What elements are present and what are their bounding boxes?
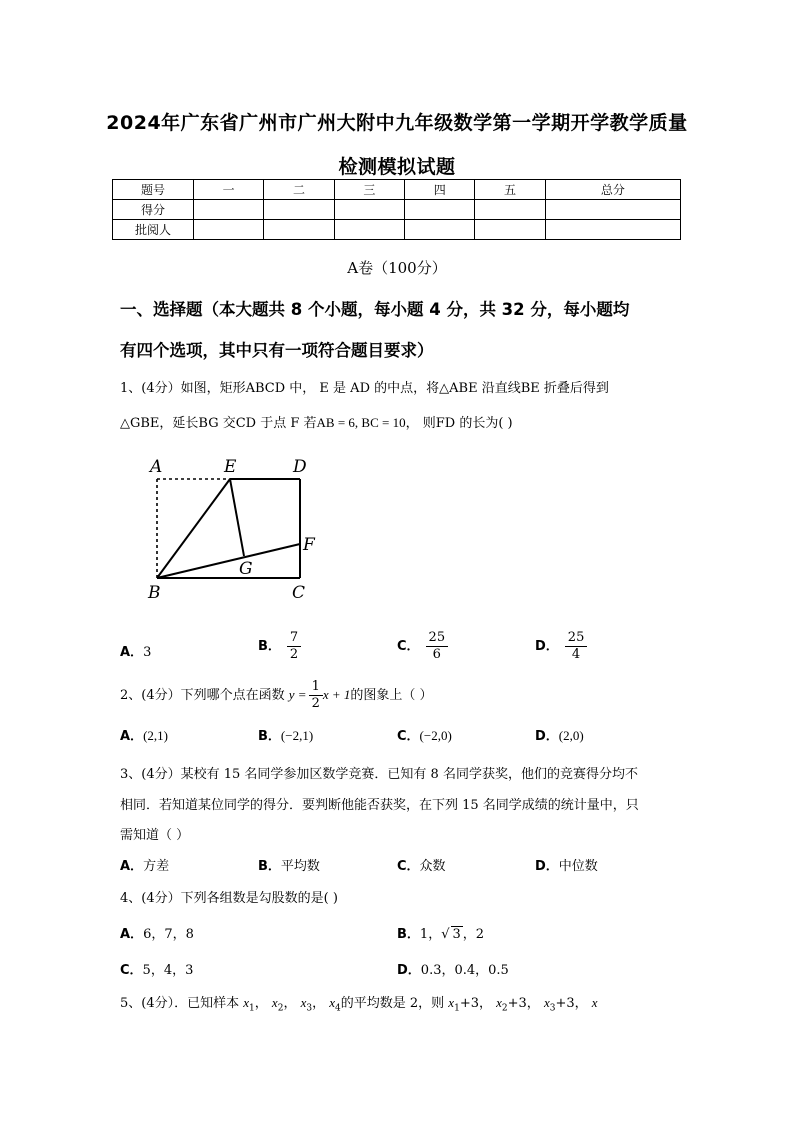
q5-var: x [300, 995, 307, 1010]
q5-line1: 5、(4分）．已知样本 $x_1$， $x_2$， $x_3$， $x_4$的平均数是 2，则 $x_1+3$， $x_2+3$， $x_3+3$， x [120, 995, 598, 1014]
option-label: C． [397, 729, 420, 744]
q4-option-d[interactable] [397, 959, 509, 978]
option-label: C． [120, 963, 143, 978]
sqrt-sign: √ [441, 927, 450, 942]
q5-sub: 3 [306, 1003, 313, 1014]
option-value: 0.3，0.4，0.5 [420, 963, 509, 978]
score-cell[interactable] [194, 200, 264, 220]
option-value: (−2,1) [280, 728, 314, 743]
segment-eg [230, 479, 244, 556]
q5-prefix: 5、(4分）．已知样本 [120, 996, 240, 1011]
q2-option-a[interactable] [120, 725, 168, 744]
header-cell: 二 [264, 180, 334, 200]
reviewer-cell[interactable] [194, 220, 264, 240]
option-fraction [565, 630, 588, 663]
option-label: C． [397, 859, 420, 874]
q5-var: x [448, 995, 455, 1010]
q5-sub: 1 [454, 1003, 460, 1014]
header-cell: 总分 [545, 180, 680, 200]
header-cell: 四 [405, 180, 475, 200]
option-value: 6，7，8 [143, 927, 194, 942]
reviewer-cell[interactable] [545, 220, 680, 240]
row-label: 得分 [113, 200, 194, 220]
q1-option-c[interactable] [397, 630, 448, 663]
q5-sub: 2 [277, 1003, 284, 1014]
header-cell: 一 [194, 180, 264, 200]
q1-line2 [120, 412, 513, 431]
label-a: A [150, 457, 163, 477]
header-cell: 三 [334, 180, 404, 200]
q5-var: x [591, 995, 598, 1010]
reviewer-cell[interactable] [264, 220, 334, 240]
score-table [112, 179, 681, 240]
q4-option-b[interactable] [397, 923, 484, 942]
q1-line2-ask: ， 则FD 的长为( ) [405, 416, 513, 431]
q5-plus: +3， [555, 996, 588, 1011]
option-label: A． [120, 729, 144, 744]
score-cell[interactable] [545, 200, 680, 220]
score-cell[interactable] [405, 200, 475, 220]
option-label: B． [258, 859, 281, 874]
q2-option-c[interactable] [397, 725, 452, 744]
exam-title-line2: 检测模拟试题 [338, 156, 456, 178]
option-value: 平均数 [280, 859, 320, 874]
sqrt-radicand: 3 [452, 927, 461, 942]
score-row [113, 200, 681, 220]
q3-option-d[interactable] [535, 855, 598, 874]
q3-line2: 相同．若知道某位同学的得分．要判断他能否获奖，在下列 15 名同学成绩的统计量中，只 [120, 798, 639, 813]
fraction-denominator: 2 [311, 696, 320, 711]
q2-func-left: y = [288, 687, 307, 702]
option-label: B． [258, 639, 281, 654]
fraction-numerator: 7 [287, 630, 301, 647]
fraction-denominator: 2 [289, 647, 299, 662]
q3-line3: 需知道（ ） [120, 828, 190, 843]
option-label: D． [535, 639, 559, 654]
option-value: (2,0) [558, 728, 584, 743]
header-cell: 五 [475, 180, 545, 200]
fraction-denominator: 4 [571, 647, 581, 662]
q3-option-c[interactable] [397, 855, 446, 874]
q1-given-values: AB = 6, BC = 10 [316, 415, 406, 430]
option-value-pre: 1， [419, 927, 442, 942]
fraction-numerator: 25 [426, 630, 449, 647]
option-label: B． [397, 927, 420, 942]
q1-option-a[interactable] [120, 641, 151, 660]
option-label: D． [397, 963, 421, 978]
q5-sub: 3 [549, 1003, 556, 1014]
q1-option-d[interactable] [535, 630, 587, 663]
label-c: C [292, 583, 306, 603]
reviewer-cell[interactable] [475, 220, 545, 240]
q4-line1: 4、(4分）下列各组数是勾股数的是( ) [120, 891, 338, 906]
option-label: B． [258, 729, 281, 744]
option-label: C． [397, 639, 420, 654]
header-cell: 题号 [113, 180, 194, 200]
q5-middle: 的平均数是 2，则 [340, 996, 445, 1011]
q3-option-a[interactable] [120, 855, 169, 874]
row-label: 批阅人 [113, 220, 194, 240]
q5-sub: 1 [249, 1003, 255, 1014]
option-label: D． [535, 729, 559, 744]
q5-var: x [329, 995, 336, 1010]
fraction-denominator: 6 [432, 647, 441, 662]
option-value: 中位数 [558, 859, 598, 874]
fraction-numerator: 25 [565, 630, 588, 647]
fraction-numerator: 1 [309, 679, 323, 696]
q1-option-b[interactable] [258, 630, 301, 663]
q5-plus: +3， [459, 996, 492, 1011]
option-value: (2,1) [143, 728, 168, 743]
q3-line1: 3、(4分）某校有 15 名同学参加区数学竞赛．已知有 8 名同学获奖，他们的竞赛得分均不 [120, 767, 638, 782]
q2-option-b[interactable] [258, 725, 313, 744]
reviewer-cell[interactable] [334, 220, 404, 240]
option-value: 方差 [143, 859, 170, 874]
label-f: F [303, 535, 315, 555]
option-label: A． [120, 859, 144, 874]
score-cell[interactable] [475, 200, 545, 220]
label-g: G [239, 559, 253, 579]
section-heading-line1: 一、选择题（本大题共 8 个小题，每小题 4 分，共 32 分，每小题均 [120, 300, 630, 319]
q5-sub: 4 [335, 1003, 341, 1014]
label-e: E [224, 457, 237, 477]
q5-var: x [271, 995, 278, 1010]
option-value-post: ，2 [462, 927, 485, 942]
option-value: (−2,0) [419, 728, 452, 743]
score-cell[interactable] [334, 200, 404, 220]
label-b: B [148, 583, 161, 603]
q4-option-c[interactable] [120, 959, 193, 978]
q5-var: x [243, 995, 250, 1010]
q3-option-b[interactable] [258, 855, 320, 874]
option-value: 众数 [419, 859, 446, 874]
q4-option-a[interactable] [120, 923, 194, 942]
q2-prefix: 2、(4分）下列哪个点在函数 [120, 688, 285, 703]
q2-func-right: x + 1 [322, 687, 351, 702]
reviewer-row [113, 220, 681, 240]
section-heading-line2: 有四个选项，其中只有一项符合题目要求） [120, 341, 434, 360]
score-table-header-row [113, 180, 681, 200]
q5-sub: 2 [501, 1003, 508, 1014]
q2-func-fraction [309, 679, 323, 712]
volume-heading: A卷（100分） [347, 259, 447, 277]
option-label: D． [535, 859, 559, 874]
q5-var: x [496, 995, 502, 1010]
option-value: 5，4，3 [142, 963, 194, 978]
q2-suffix: 的图象上（ ） [350, 688, 433, 703]
option-fraction [287, 630, 301, 663]
option-value: 3 [143, 645, 152, 660]
option-label: A． [120, 645, 144, 660]
q5-plus: +3， [507, 996, 540, 1011]
rectangle-fold-figure [140, 450, 330, 610]
q2-line [120, 679, 433, 712]
q1-line2-text: △GBE，延长BG 交CD 于点 F 若 [120, 416, 317, 431]
q2-option-d[interactable] [535, 725, 584, 744]
reviewer-cell[interactable] [405, 220, 475, 240]
exam-title-line1: 2024年广东省广州市广州大附中九年级数学第一学期开学教学质量 [106, 112, 688, 134]
q5-var: x [543, 995, 550, 1010]
score-cell[interactable] [264, 200, 334, 220]
option-label: A． [120, 927, 144, 942]
label-d: D [293, 457, 307, 477]
q1-line1: 1、(4分）如图，矩形ABCD 中， E 是 AD 的中点，将△ABE 沿直线BE 折叠后得到 [120, 381, 609, 396]
option-fraction [426, 630, 449, 663]
